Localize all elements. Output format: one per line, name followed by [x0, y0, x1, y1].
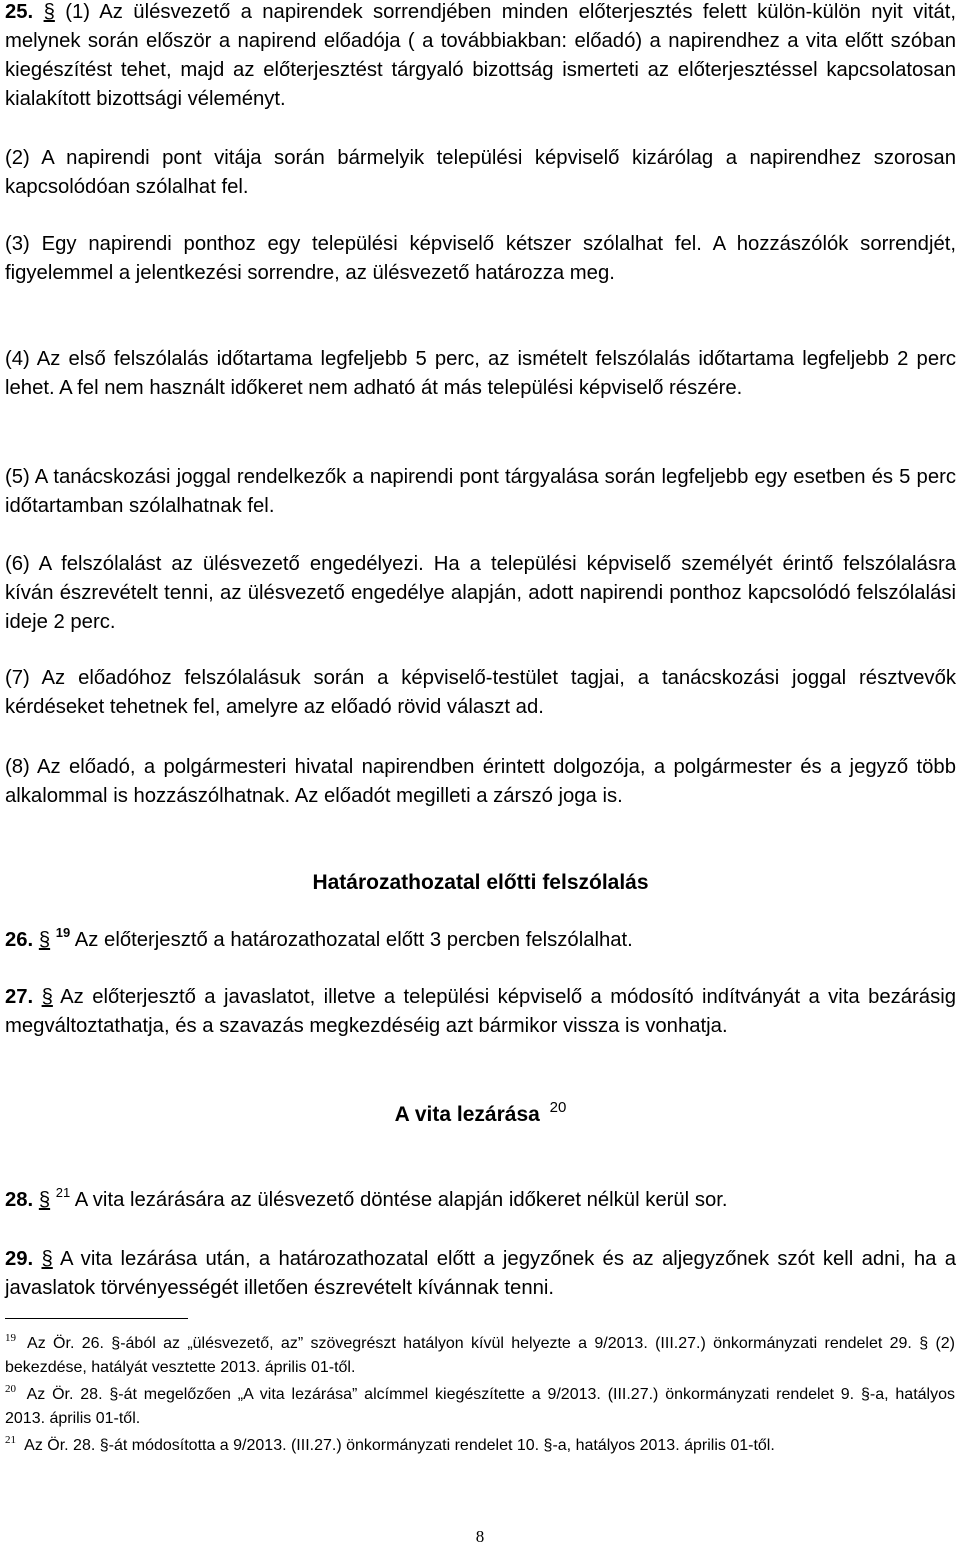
footnote-19 [5, 1331, 955, 1379]
footnotes [5, 1331, 955, 1457]
section-number: 27. [5, 986, 34, 1008]
paragraph-text: A vita lezárására az ülésvezető döntése alapján időkeret nélkül kerül sor. [74, 1189, 728, 1211]
section-sign-link[interactable]: § [41, 986, 53, 1008]
paragraph-text: A vita lezárása után, a határozathozatal előtt a jegyzőnek és az aljegyzőnek szót kell adni, ha a javaslatok törvényességét illetően észrevételt kívánnak tenni. [5, 1248, 957, 1299]
section-25-para-5: (5) A tanácskozási joggal rendelkezők a napirendi pont tárgyalása során legfeljebb egy esetben és 5 perc időtartamban szólalhatnak fel. [5, 466, 956, 517]
footnote-text: Az Ör. 26. §-ából az „ülésvezető, az” szövegrészt hatályon kívül helyezte a 9/2013. (III.27.) önkormányzati rendelet 29. § (2) bekezdése, hatályát vesztette 2013. április 01-től. [5, 1335, 955, 1376]
footnote-ref-20[interactable]: 20 [549, 1099, 567, 1116]
section-25-para-4: (4) Az első felszólalás időtartama legfeljebb 5 perc, az ismételt felszólalás időtartama legfeljebb 2 perc lehet. A fel nem használt időkeret nem adható át más települési képviselő részére. [5, 348, 956, 399]
section-25-para-2: (2) A napirendi pont vitája során bármelyik települési képviselő kizárólag a napirendhez szorosan kapcsolódóan szólalhat fel. [5, 147, 956, 198]
section-sign-link[interactable]: § [38, 1189, 51, 1211]
subheading-closing-debate [5, 1100, 956, 1129]
paragraph-text: Az előterjesztő a javaslatot, illetve a települési képviselő a módosító indítványát a vita bezárásig megváltoztathatja, és a szavazás megkezdéséig azt bármikor vissza is vonhatja. [5, 986, 957, 1037]
footnote-ref-21[interactable]: 21 [55, 1185, 71, 1200]
section-26 [5, 926, 956, 955]
section-25-para-1 [5, 0, 956, 114]
footnote-text: Az Ör. 28. §-át megelőzően „A vita lezárása” alcímmel kiegészítette a 9/2013. (III.27.) önkormányzati rendelet 9. §-a, hatályos 2013. április 01-től. [5, 1386, 955, 1427]
footnote-text: Az Ör. 28. §-át módosította a 9/2013. (III.27.) önkormányzati rendelet 10. §-a, hatályos 2013. április 01-től. [24, 1437, 775, 1454]
section-sign-link[interactable]: § [38, 929, 51, 951]
paragraph-text: Az előterjesztő a határozathozatal előtt 3 percben felszólalhat. [74, 929, 633, 951]
section-25-para-6: (6) A felszólalást az ülésvezető engedélyezi. Ha a települési képviselő személyét érintő felszólalásra kíván észrevételt tenni, az ülésvezető engedélye alapján, adott napirendi ponthoz kapcsolódó felszólalási ideje 2 perc. [5, 553, 956, 633]
section-number: 26. [5, 929, 34, 951]
footnote-number: 21 [5, 1434, 16, 1446]
subheading-voting-speech: Határozathozatal előtti felszólalás [312, 871, 649, 894]
page-number: 8 [475, 1527, 485, 1546]
section-number: 28. [5, 1189, 34, 1211]
subheading-text: A vita lezárása [394, 1103, 540, 1126]
section-28 [5, 1186, 956, 1215]
footnote-20 [5, 1382, 955, 1430]
footnote-number: 19 [5, 1332, 16, 1344]
section-number: 25. [5, 1, 34, 23]
footnote-21 [5, 1433, 955, 1457]
section-25-para-8: (8) Az előadó, a polgármesteri hivatal napirendben érintett dolgozója, a polgármester és a jegyző több alkalommal is hozzászólhatnak. Az előadót megilleti a zárszó joga is. [5, 756, 956, 807]
section-25-para-7: (7) Az előadóhoz felszólalásuk során a képviselő-testület tagjai, a tanácskozási joggal résztvevők kérdéseket tehetnek fel, amelyre az előadó rövid választ ad. [5, 667, 956, 718]
section-29 [5, 1245, 956, 1303]
section-25-para-3: (3) Egy napirendi ponthoz egy települési képviselő kétszer szólalhat fel. A hozzászólók sorrendjét, figyelemmel a jelentkezési sorrendre, az ülésvezető határozza meg. [5, 233, 956, 284]
section-sign-link[interactable]: § [43, 1, 55, 23]
footnote-number: 20 [5, 1383, 16, 1395]
section-number: 29. [5, 1248, 34, 1270]
section-27 [5, 983, 956, 1041]
section-sign-link[interactable]: § [41, 1248, 53, 1270]
footnote-separator [5, 1318, 188, 1319]
paragraph-text: (1) Az ülésvezető a napirendek sorrendjében minden előterjesztés felett külön-külön nyit vitát, melynek során először a napirend előadója ( a továbbiakban: előadó) a napirendhez a vita előtt szóban kiegészítést tehet, majd az előterjesztést tárgyaló bizottság ismerteti az előterjesztéssel kapcsolatosan kialakított bizottsági véleményt. [5, 1, 957, 110]
footnote-ref-19[interactable]: 19 [55, 925, 71, 940]
